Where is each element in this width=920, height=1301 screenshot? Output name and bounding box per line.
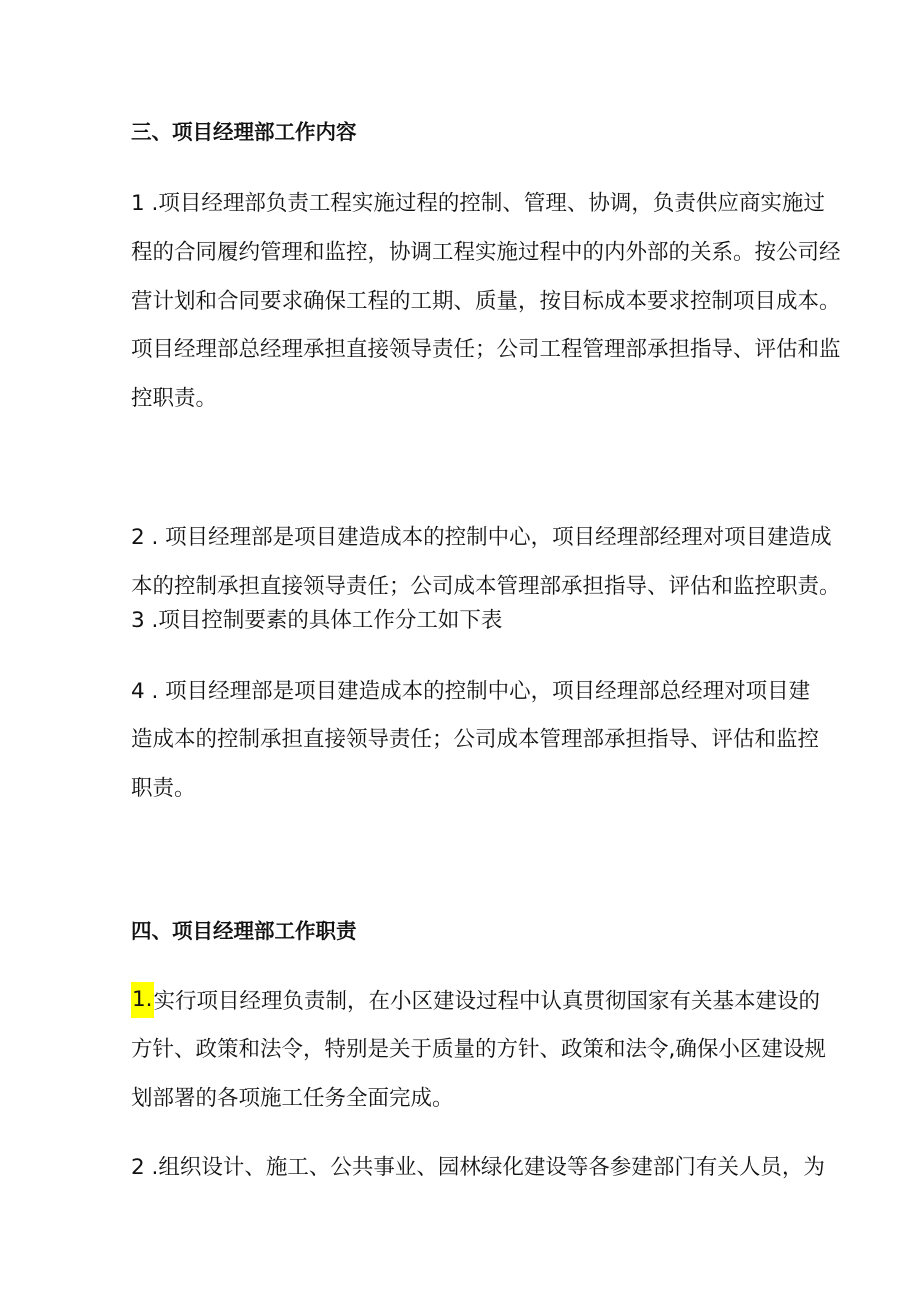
s3-p1-line-4: 项目经理部总经理承担直接领导责任；公司工程管理部承担指导、评估和监 <box>131 337 841 362</box>
s3-p1-line-3: 营计划和合同要求确保工程的工期、质量，按目标成本要求控制项目成本。 <box>131 289 841 314</box>
section-4-heading: 四、项目经理部工作职责 <box>131 919 357 943</box>
s3-p4-line-1: 4 . 项目经理部是项目建造成本的控制中心，项目经理部总经理对项目建 <box>131 679 811 704</box>
s3-p2-line-2: 本的控制承担直接领导责任；公司成本管理部承担指导、评估和监控职责。 <box>131 574 841 599</box>
s3-p3-line-1: 3 .项目控制要素的具体工作分工如下表 <box>131 608 503 633</box>
s3-p4-line-2: 造成本的控制承担直接领导责任；公司成本管理部承担指导、评估和监控 <box>131 727 820 752</box>
s4-p1-line-1 <box>131 986 820 1018</box>
s4-p2-line-1: 2 .组织设计、施工、公共事业、园林绿化建设等各参建部门有关人员，为 <box>131 1155 825 1180</box>
s4-p1-line-1-text: 实行项目经理负责制，在小区建设过程中认真贯彻国家有关基本建设的 <box>153 989 821 1014</box>
s3-p4-line-3: 职责。 <box>131 776 196 801</box>
s3-p1-line-1: 1 .项目经理部负责工程实施过程的控制、管理、协调，负责供应商实施过 <box>131 191 825 216</box>
s3-p1-line-2: 程的合同履约管理和监控，协调工程实施过程中的内外部的关系。按公司经 <box>131 240 841 265</box>
s4-p1-line-3: 划部署的各项施工任务全面完成。 <box>131 1086 454 1111</box>
s3-p2-line-1: 2 . 项目经理部是项目建造成本的控制中心，项目经理部经理对项目建造成 <box>131 525 832 550</box>
s4-p1-line-2: 方针、政策和法令，特别是关于质量的方针、政策和法令,确保小区建设规 <box>131 1037 826 1062</box>
s3-p1-line-5: 控职责。 <box>131 386 218 411</box>
highlighted-number: 1. <box>131 982 154 1018</box>
section-3-heading: 三、项目经理部工作内容 <box>131 120 357 144</box>
